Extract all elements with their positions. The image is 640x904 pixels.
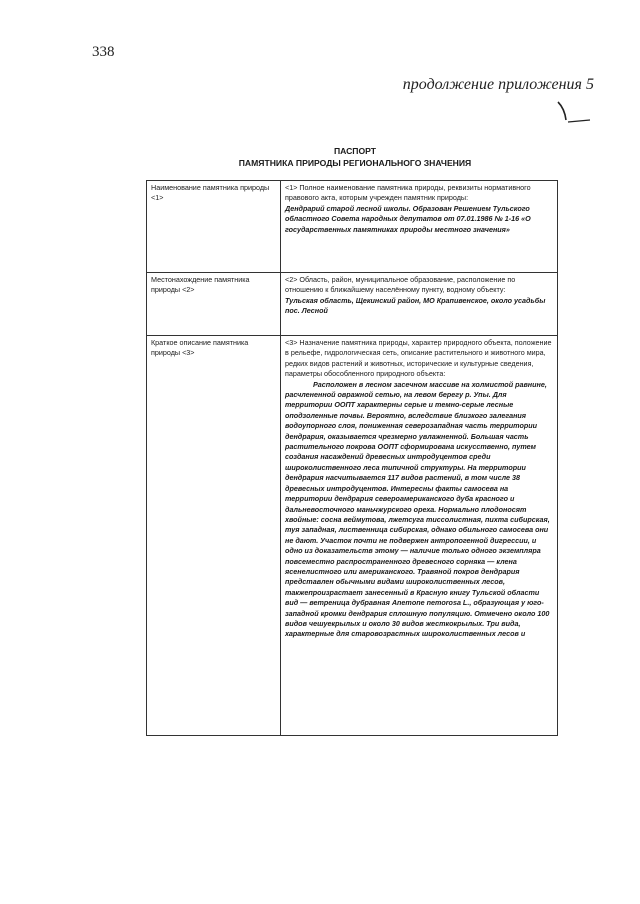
field-prompt: <1> Полное наименование памятника природы, реквизиты нормативного правового акта, которым учрежден памятник природы: [285, 183, 531, 203]
row-label-name: Наименование памятника природы <1> [147, 181, 281, 273]
field-value: Расположен в лесном засечном массиве на холмистой равнине, расчлененной овражной сетью, на левом берегу р. Упы. Для территории ООПТ характерны серые и темно-серые лесные оподзоленные почвы. Вероятно, вследствие близкого залегания водоупорного слоя, пониженная северозападная часть территории дендрария, оказывается чрезмерно увлажненной. Большая часть растительного покрова ООПТ сформирована искусственно, путем создания насаждений древесных интродуцентов среди широколиственного леса типичной структуры. На территории дендрария насчитывается 117 видов растений, в том числе 38 древесных интродуцентов. Интересны факты самосева на территории дендрария североамериканского дуба красного и дальневосточного маньчжурского ореха. Нормально плодоносят хвойные: сосна веймутова, лжетсуга тиссолистная, пихта сибирская, туя западная, лиственница сибирская, однако обильного самосева они не дают. Участок почти не подвержен антропогенной дигрессии, и одно из доказательств этому — наличие только одного экземпляра повсеместно распространенного древесного сорняка — клена ясенелистного или американского. Травяной покров дендрария представлен обычными видами широколиственных лесов, такжепроизрастает занесенный в Красную книгу Тульской области вид — ветреница дубравная Anemone nemorosa L., образующая у юго-западной кромки дендрария сплошную популяцию. Отмечено около 100 видов чешуекрылых и около 30 видов жесткокрылых. Три вида, характерные для старовозрастных широколиственных лесов и [285, 379, 550, 639]
field-value: Дендрарий старой лесной школы. Образован Решением Тульского областного Совета народных депутатов от 07.01.1986 № 1-16 «О государственных памятниках природы местного значения» [285, 203, 531, 234]
row-content-location [281, 273, 558, 336]
title-line-subtitle: ПАМЯТНИКА ПРИРОДЫ РЕГИОНАЛЬНОГО ЗНАЧЕНИЯ [238, 158, 472, 168]
title-line-passport: ПАСПОРТ [333, 146, 377, 156]
page-number: 338 [92, 44, 115, 60]
field-prompt: <3> Назначение памятника природы, характер природного объекта, положение в рельефе, гидрологическая сеть, описание растительного и животного мира, редких видов растений и животных, исторические и культурные сведения, параметры обособленного природного объекта: [285, 338, 552, 379]
row-content-name [281, 181, 558, 273]
table-row [147, 336, 558, 736]
table-row [147, 181, 558, 273]
handwritten-stroke-mark [556, 98, 596, 128]
row-label-location: Местонахождение памятника природы <2> [147, 273, 281, 336]
table-row [147, 273, 558, 336]
field-value: Тульская область, Щекинский район, МО Крапивенское, около усадьбы пос. Лесной [285, 295, 546, 316]
appendix-note: продолжение приложения 5 [402, 76, 594, 93]
document-title [150, 145, 560, 169]
field-prompt: <2> Область, район, муниципальное образование, расположение по отношению к ближайшему населённому пункту, водному объекту: [285, 275, 516, 295]
row-content-description [281, 336, 558, 736]
row-label-description: Краткое описание памятника природы <3> [147, 336, 281, 736]
passport-table [146, 180, 558, 736]
